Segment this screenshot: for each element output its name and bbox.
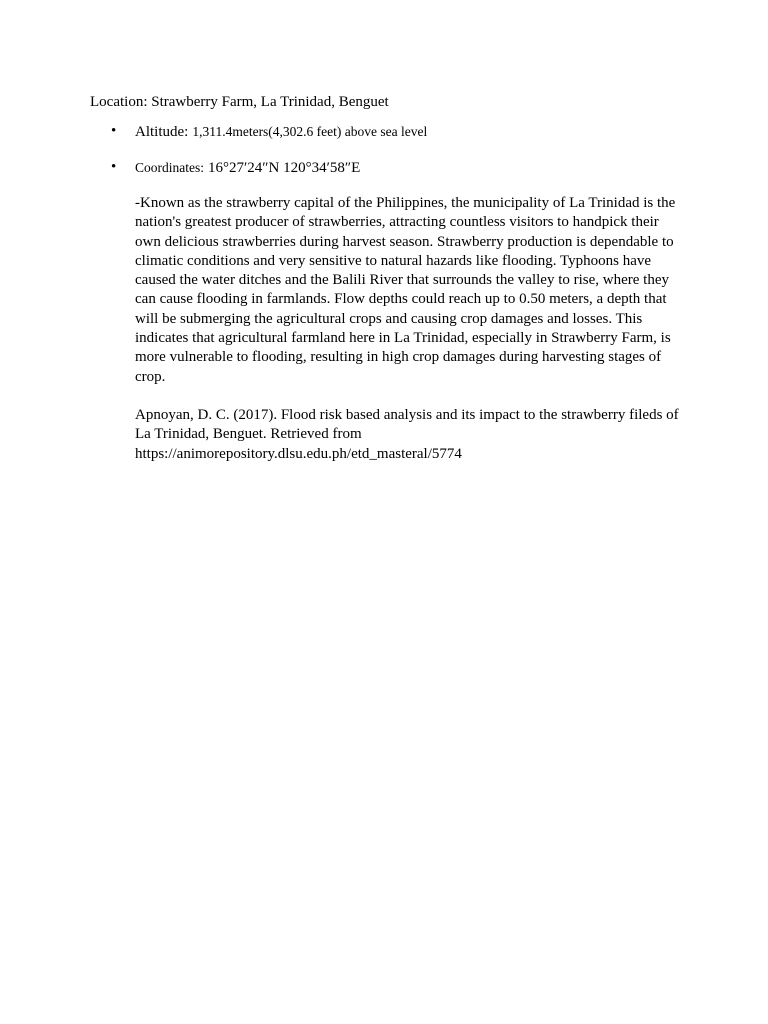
reference-citation: Apnoyan, D. C. (2017). Flood risk based analysis and its impact to the strawberry fileds of La Trinidad, Benguet. Retrieved from [135,407,679,443]
altitude-text [135,122,427,142]
coordinates-text [135,158,360,178]
altitude-label: Altitude: [135,124,189,140]
coordinates-value: 16°27′24″N 120°34′58″E [208,160,361,176]
reference-paragraph [135,406,683,464]
location-heading: Location: Strawberry Farm, La Trinidad, Benguet [90,94,389,110]
altitude-value: 1,311.4meters(4,302.6 feet) above sea level [192,124,428,139]
bullet-icon: • [111,123,117,139]
reference-url: https://animorepository.dlsu.edu.ph/etd_masteral/5774 [135,445,462,462]
description-paragraph: -Known as the strawberry capital of the Philippines, the municipality of La Trinidad is the nation's greatest producer of strawberries, attracting countless visitors to handpick their own delicious strawberries during harvest season. Strawberry production is dependable to climatic conditions and very sensitive to natural hazards like flooding. Typhoons have caused the water ditches and the Balili River that surrounds the valley to rise, where they can cause flooding in farmlands. Flow depths could reach up to 0.50 meters, a depth that will be submerging the agricultural crops and causing crop damages and losses. This indicates that agricultural farmland here in La Trinidad, especially in Strawberry Farm, is more vulnerable to flooding, resulting in high crop damages during harvesting stages of crop. [135,195,676,385]
bullet-icon: • [111,159,117,175]
coordinates-label: Coordinates: [135,160,204,175]
